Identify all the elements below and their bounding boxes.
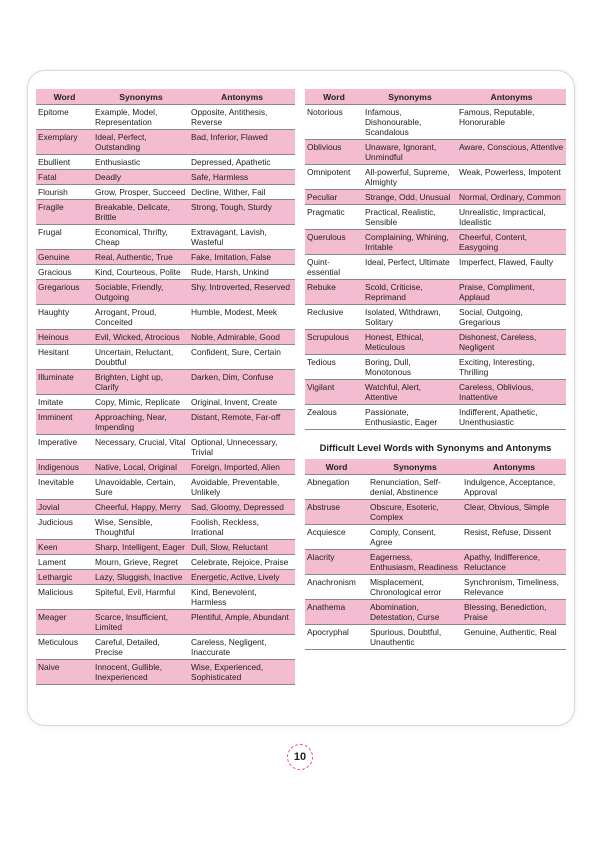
table-row <box>305 380 566 405</box>
synonyms-cell: Ideal, Perfect, Ultimate <box>363 255 457 280</box>
antonyms-cell: Noble, Admirable, Good <box>189 330 295 345</box>
word-cell: Epitome <box>36 105 93 130</box>
word-cell: Oblivious <box>305 140 363 165</box>
word-cell: Haughty <box>36 305 93 330</box>
synonyms-cell: Example, Model, Representation <box>93 105 189 130</box>
vocabulary-table-left <box>36 89 295 685</box>
table-row <box>305 575 566 600</box>
table-row <box>36 555 295 570</box>
synonyms-cell: Spiteful, Evil, Harmful <box>93 585 189 610</box>
table-row <box>36 660 295 685</box>
table-row <box>305 190 566 205</box>
word-cell: Illuminate <box>36 370 93 395</box>
table-row <box>305 625 566 650</box>
word-cell: Lament <box>36 555 93 570</box>
antonyms-cell: Bad, Inferior, Flawed <box>189 130 295 155</box>
synonyms-cell: Sharp, Intelligent, Eager <box>93 540 189 555</box>
word-cell: Fragile <box>36 200 93 225</box>
header-antonyms: Antonyms <box>462 459 566 475</box>
word-cell: Abstruse <box>305 500 368 525</box>
table-row <box>36 410 295 435</box>
antonyms-cell: Famous, Reputable, Honorurable <box>457 105 566 140</box>
synonyms-cell: Evil, Wicked, Atrocious <box>93 330 189 345</box>
table-row <box>36 105 295 130</box>
word-cell: Indigenous <box>36 460 93 475</box>
table-row <box>36 475 295 500</box>
header-word: Word <box>305 89 363 105</box>
table-row <box>305 550 566 575</box>
table-row <box>305 525 566 550</box>
synonyms-cell: Scarce, Insufficient, Limited <box>93 610 189 635</box>
antonyms-cell: Normal, Ordinary, Common <box>457 190 566 205</box>
table-row <box>36 185 295 200</box>
table-row <box>305 330 566 355</box>
word-cell: Heinous <box>36 330 93 345</box>
antonyms-cell: Depressed, Apathetic <box>189 155 295 170</box>
table-row <box>36 585 295 610</box>
synonyms-cell: Real, Authentic, True <box>93 250 189 265</box>
antonyms-cell: Resist, Refuse, Dissent <box>462 525 566 550</box>
word-cell: Tedious <box>305 355 363 380</box>
table-row <box>305 355 566 380</box>
word-cell: Querulous <box>305 230 363 255</box>
antonyms-cell: Careless, Oblivious, Inattentive <box>457 380 566 405</box>
antonyms-cell: Rude, Harsh, Unkind <box>189 265 295 280</box>
word-cell: Ebullient <box>36 155 93 170</box>
synonyms-cell: Arrogant, Proud, Conceited <box>93 305 189 330</box>
word-cell: Peculiar <box>305 190 363 205</box>
word-cell: Jovial <box>36 500 93 515</box>
synonyms-cell: Deadly <box>93 170 189 185</box>
antonyms-cell: Aware, Conscious, Attentive <box>457 140 566 165</box>
word-cell: Reclusive <box>305 305 363 330</box>
word-cell: Notorious <box>305 105 363 140</box>
synonyms-cell: Comply, Consent, Agree <box>368 525 462 550</box>
antonyms-cell: Decline, Wither, Fail <box>189 185 295 200</box>
synonyms-cell: Grow, Prosper, Succeed <box>93 185 189 200</box>
table-row <box>305 205 566 230</box>
synonyms-cell: Lazy, Sluggish, Inactive <box>93 570 189 585</box>
synonyms-cell: Ideal, Perfect, Outstanding <box>93 130 189 155</box>
word-cell: Hesitant <box>36 345 93 370</box>
word-cell: Rebuke <box>305 280 363 305</box>
synonyms-cell: Native, Local, Original <box>93 460 189 475</box>
word-cell: Flourish <box>36 185 93 200</box>
synonyms-cell: Enthusiastic <box>93 155 189 170</box>
table-row <box>36 155 295 170</box>
section-title: Difficult Level Words with Synonyms and Antonyms <box>319 442 552 453</box>
synonyms-cell: Honest, Ethical, Meticulous <box>363 330 457 355</box>
synonyms-cell: Wise, Sensible, Thoughtful <box>93 515 189 540</box>
word-cell: Keen <box>36 540 93 555</box>
word-cell: Anachronism <box>305 575 368 600</box>
synonyms-cell: Abomination, Detestation, Curse <box>368 600 462 625</box>
synonyms-cell: Isolated, Withdrawn, Solitary <box>363 305 457 330</box>
antonyms-cell: Shy, Introverted, Reserved <box>189 280 295 305</box>
header-synonyms: Synonyms <box>93 89 189 105</box>
antonyms-cell: Optional, Unnecessary, Trivial <box>189 435 295 460</box>
table-row <box>36 250 295 265</box>
table-row <box>36 460 295 475</box>
header-word: Word <box>305 459 368 475</box>
header-antonyms: Antonyms <box>189 89 295 105</box>
word-cell: Lethargic <box>36 570 93 585</box>
antonyms-cell: Dull, Slow, Reluctant <box>189 540 295 555</box>
word-cell: Gracious <box>36 265 93 280</box>
word-cell: Judicious <box>36 515 93 540</box>
antonyms-cell: Unrealistic, Impractical, Idealistic <box>457 205 566 230</box>
synonyms-cell: Eagerness, Enthusiasm, Readiness <box>368 550 462 575</box>
word-cell: Zealous <box>305 405 363 430</box>
antonyms-cell: Indifferent, Apathetic, Unenthusiastic <box>457 405 566 430</box>
antonyms-cell: Plentiful, Ample, Abundant <box>189 610 295 635</box>
table-row <box>305 255 566 280</box>
word-cell: Pragmatic <box>305 205 363 230</box>
antonyms-cell: Cheerful, Content, Easygoing <box>457 230 566 255</box>
word-cell: Abnegation <box>305 475 368 500</box>
antonyms-cell: Strong, Tough, Sturdy <box>189 200 295 225</box>
word-cell: Gregarious <box>36 280 93 305</box>
table-row <box>305 405 566 430</box>
table-row <box>36 305 295 330</box>
word-cell: Quint-essential <box>305 255 363 280</box>
word-cell: Naive <box>36 660 93 685</box>
word-cell: Frugal <box>36 225 93 250</box>
synonyms-cell: Obscure, Esoteric, Complex <box>368 500 462 525</box>
right-column <box>305 89 566 650</box>
antonyms-cell: Foolish, Reckless, Irrational <box>189 515 295 540</box>
synonyms-cell: All-powerful, Supreme, Almighty <box>363 165 457 190</box>
antonyms-cell: Exciting, Interesting, Thrilling <box>457 355 566 380</box>
difficult-words-table <box>305 459 566 650</box>
antonyms-cell: Careless, Negligent, Inaccurate <box>189 635 295 660</box>
vocabulary-table-right <box>305 89 566 430</box>
synonyms-cell: Unaware, Ignorant, Unmindful <box>363 140 457 165</box>
table-row <box>305 475 566 500</box>
synonyms-cell: Kind, Courteous, Polite <box>93 265 189 280</box>
table-row <box>305 165 566 190</box>
synonyms-cell: Boring, Dull, Monotonous <box>363 355 457 380</box>
antonyms-cell: Extravagant, Lavish, Wasteful <box>189 225 295 250</box>
table-body <box>305 475 566 650</box>
table-body <box>305 105 566 430</box>
synonyms-cell: Necessary, Crucial, Vital <box>93 435 189 460</box>
table-row <box>36 635 295 660</box>
table-row <box>36 330 295 345</box>
synonyms-cell: Watchful, Alert, Attentive <box>363 380 457 405</box>
synonyms-cell: Breakable, Delicate, Brittle <box>93 200 189 225</box>
word-cell: Malicious <box>36 585 93 610</box>
word-cell: Anathema <box>305 600 368 625</box>
table-row <box>305 305 566 330</box>
antonyms-cell: Safe, Harmless <box>189 170 295 185</box>
table-row <box>36 280 295 305</box>
page-number: 10 <box>287 744 313 770</box>
synonyms-cell: Uncertain, Reluctant, Doubtful <box>93 345 189 370</box>
table-row <box>36 370 295 395</box>
antonyms-cell: Synchronism, Timeliness, Relevance <box>462 575 566 600</box>
antonyms-cell: Weak, Powerless, Impotent <box>457 165 566 190</box>
table-row <box>36 515 295 540</box>
word-cell: Alacrity <box>305 550 368 575</box>
synonyms-cell: Scold, Criticise, Reprimand <box>363 280 457 305</box>
antonyms-cell: Praise, Compliment, Applaud <box>457 280 566 305</box>
table-body <box>36 105 295 685</box>
synonyms-cell: Cheerful, Happy, Merry <box>93 500 189 515</box>
synonyms-cell: Complaining, Whining, Irritable <box>363 230 457 255</box>
antonyms-cell: Original, Invent, Create <box>189 395 295 410</box>
antonyms-cell: Imperfect, Flawed, Faulty <box>457 255 566 280</box>
synonyms-cell: Approaching, Near, Impending <box>93 410 189 435</box>
antonyms-cell: Clear, Obvious, Simple <box>462 500 566 525</box>
synonyms-cell: Innocent, Gullible, Inexperienced <box>93 660 189 685</box>
table-row <box>305 140 566 165</box>
word-cell: Apocryphal <box>305 625 368 650</box>
word-cell: Fatal <box>36 170 93 185</box>
antonyms-cell: Genuine, Authentic, Real <box>462 625 566 650</box>
table-row <box>36 540 295 555</box>
antonyms-cell: Foreign, Imported, Alien <box>189 460 295 475</box>
left-column <box>36 89 295 685</box>
table-row <box>36 130 295 155</box>
table-row <box>36 225 295 250</box>
table-row <box>36 345 295 370</box>
word-cell: Meticulous <box>36 635 93 660</box>
synonyms-cell: Brighten, Light up, Clarify <box>93 370 189 395</box>
antonyms-cell: Wise, Experienced, Sophisticated <box>189 660 295 685</box>
antonyms-cell: Darken, Dim, Confuse <box>189 370 295 395</box>
antonyms-cell: Energetic, Active, Lively <box>189 570 295 585</box>
word-cell: Imperative <box>36 435 93 460</box>
synonyms-cell: Misplacement, Chronological error <box>368 575 462 600</box>
antonyms-cell: Distant, Remote, Far-off <box>189 410 295 435</box>
synonyms-cell: Renunciation, Self-denial, Abstinence <box>368 475 462 500</box>
word-cell: Scrupulous <box>305 330 363 355</box>
table-row <box>305 105 566 140</box>
table-row <box>36 200 295 225</box>
antonyms-cell: Opposite, Antithesis, Reverse <box>189 105 295 130</box>
word-cell: Omnipotent <box>305 165 363 190</box>
synonyms-cell: Infamous, Dishonourable, Scandalous <box>363 105 457 140</box>
word-cell: Exemplary <box>36 130 93 155</box>
synonyms-cell: Mourn, Grieve, Regret <box>93 555 189 570</box>
word-cell: Imminent <box>36 410 93 435</box>
table-row <box>36 500 295 515</box>
header-word: Word <box>36 89 93 105</box>
synonyms-cell: Sociable, Friendly, Outgoing <box>93 280 189 305</box>
table-row <box>305 280 566 305</box>
word-cell: Genuine <box>36 250 93 265</box>
table-row <box>305 500 566 525</box>
table-row <box>36 570 295 585</box>
word-cell: Acquiesce <box>305 525 368 550</box>
table-row <box>36 610 295 635</box>
synonyms-cell: Spurious, Doubtful, Unauthentic <box>368 625 462 650</box>
word-cell: Inevitable <box>36 475 93 500</box>
antonyms-cell: Dishonest, Careless, Negligent <box>457 330 566 355</box>
antonyms-cell: Kind, Benevolent, Harmless <box>189 585 295 610</box>
word-cell: Imitate <box>36 395 93 410</box>
word-cell: Vigilant <box>305 380 363 405</box>
antonyms-cell: Sad, Gloomy, Depressed <box>189 500 295 515</box>
synonyms-cell: Strange, Odd, Unusual <box>363 190 457 205</box>
table-row <box>36 170 295 185</box>
header-synonyms: Synonyms <box>368 459 462 475</box>
synonyms-cell: Unavoidable, Certain, Sure <box>93 475 189 500</box>
antonyms-cell: Apathy, Indifference, Reluctance <box>462 550 566 575</box>
header-synonyms: Synonyms <box>363 89 457 105</box>
antonyms-cell: Avoidable, Preventable, Unlikely <box>189 475 295 500</box>
synonyms-cell: Economical, Thrifty, Cheap <box>93 225 189 250</box>
table-row <box>305 230 566 255</box>
table-row <box>305 600 566 625</box>
synonyms-cell: Copy, Mimic, Replicate <box>93 395 189 410</box>
table-row <box>36 265 295 280</box>
header-antonyms: Antonyms <box>457 89 566 105</box>
antonyms-cell: Confident, Sure, Certain <box>189 345 295 370</box>
antonyms-cell: Humble, Modest, Meek <box>189 305 295 330</box>
table-row <box>36 435 295 460</box>
table-row <box>36 395 295 410</box>
antonyms-cell: Fake, Imitation, False <box>189 250 295 265</box>
synonyms-cell: Careful, Detailed, Precise <box>93 635 189 660</box>
synonyms-cell: Passionate, Enthusiastic, Eager <box>363 405 457 430</box>
antonyms-cell: Social, Outgoing, Gregarious <box>457 305 566 330</box>
antonyms-cell: Celebrate, Rejoice, Praise <box>189 555 295 570</box>
antonyms-cell: Blessing, Benediction, Praise <box>462 600 566 625</box>
antonyms-cell: Indulgence, Acceptance, Approval <box>462 475 566 500</box>
synonyms-cell: Practical, Realistic, Sensible <box>363 205 457 230</box>
word-cell: Meager <box>36 610 93 635</box>
